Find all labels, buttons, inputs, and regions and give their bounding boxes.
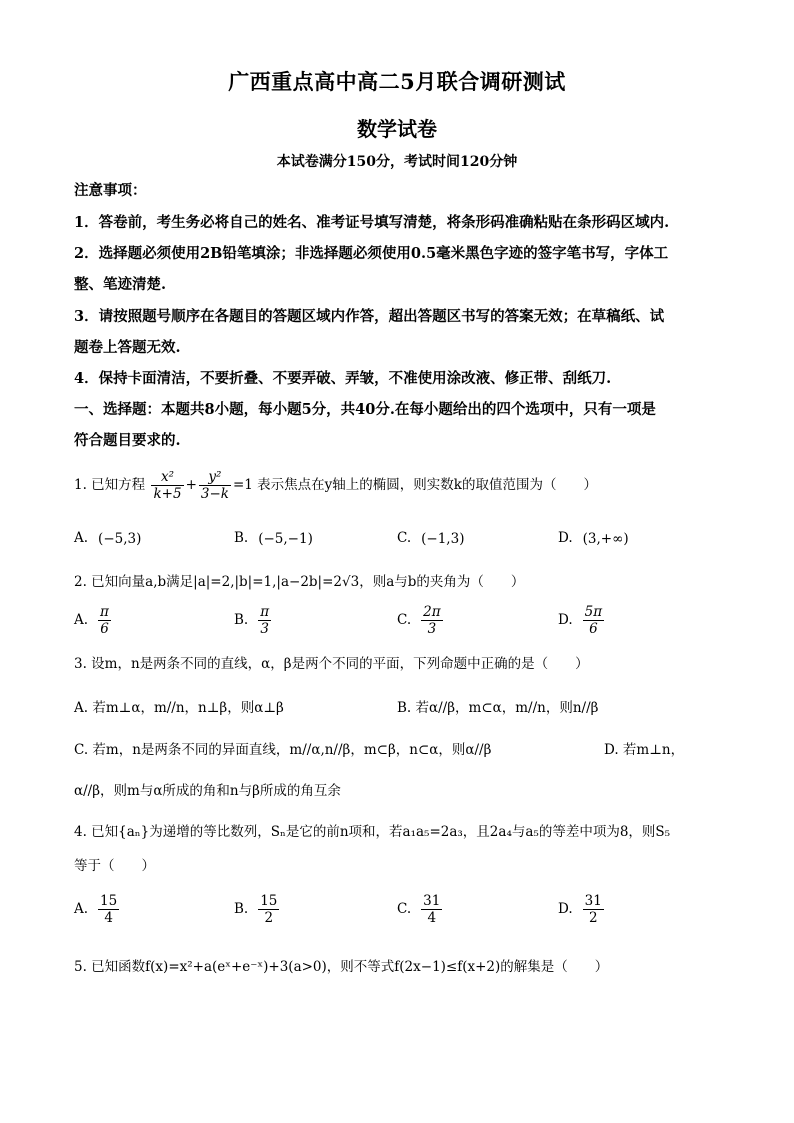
note-2-line1: 2．选择题必须使用2B铅笔填涂；非选择题必须使用0.5毫米黑色字迹的签字笔书写，字体工 [74, 245, 669, 262]
q3-option-d[interactable]: D. 若m⊥n， [604, 742, 685, 758]
q4-option-c[interactable]: C. $\frac{31}{4}$ [397, 893, 441, 926]
q2-option-b[interactable]: B. $\frac{\pi}{3}$ [234, 604, 270, 637]
q4-option-a[interactable]: A. $\frac{15}{4}$ [74, 893, 118, 926]
q3-option-c[interactable]: C. 若m，n是两条不同的异面直线，m//α,n//β，m⊂β，n⊂α，则α//β [74, 742, 492, 758]
q4-option-d[interactable]: D. $\frac{31}{2}$ [558, 893, 602, 926]
q2-option-c[interactable]: C. $\frac{2\pi}{3}$ [397, 604, 441, 637]
q1-suffix: 表示焦点在y轴上的椭圆，则实数k的取值范围为（ ） [257, 477, 597, 493]
q2-option-d[interactable]: D. $\frac{5\pi}{6}$ [558, 604, 603, 637]
q1-option-b[interactable]: B. (−5,−1) [234, 530, 313, 547]
question-3: 3. 设m，n是两条不同的直线，α，β是两个不同的平面，下列命题中正确的是（ ） [74, 656, 589, 672]
q1-option-d[interactable]: D. (3,+∞) [558, 530, 629, 547]
section-1-heading: 一、选择题：本题共8小题，每小题5分，共40分.在每小题给出的四个选项中，只有一项是 [74, 401, 656, 418]
note-1: 1．答卷前，考生务必将自己的姓名、准考证号填写清楚，将条形码准确粘贴在条形码区域内. [74, 214, 670, 231]
exam-title: 广西重点高中高二5月联合调研测试 [228, 69, 566, 94]
q3-option-b[interactable]: B. 若α//β，m⊂α，m//n，则n//β [397, 700, 599, 716]
q1-prefix: 1. 已知方程 [74, 477, 146, 493]
question-4-cont: 等于（ ） [74, 858, 155, 874]
question-4: 4. 已知{aₙ}为递增的等比数列，Sₙ是它的前n项和，若a₁a₅=2a₃，且2a₄与a₅的等差中项为8，则S₅ [74, 824, 671, 840]
section-1-heading-cont: 符合题目要求的. [74, 432, 181, 449]
q1-option-c[interactable]: C. (−1,3) [397, 530, 465, 547]
q1-option-a[interactable]: A. (−5,3) [74, 530, 142, 547]
question-1: 1. 已知方程 $\frac{\text{x²}}{k+5}$ + $\frac{\text{y²}}{3-k}$ =1 表示焦点在y轴上的椭圆，则实数k的取值范围为（ ） [74, 469, 597, 502]
q3-option-d-cont: α//β，则m与α所成的角和n与β所成的角互余 [74, 783, 341, 799]
note-4: 4．保持卡面清洁，不要折叠、不要弄破、弄皱，不准使用涂改液、修正带、刮纸刀. [74, 370, 612, 387]
q2-option-a[interactable]: A. $\frac{\pi}{6}$ [74, 604, 109, 637]
q4-option-b[interactable]: B. $\frac{15}{2}$ [234, 893, 278, 926]
note-3-line2: 题卷上答题无效. [74, 339, 181, 356]
subject-title: 数学试卷 [357, 117, 437, 141]
q3-option-a[interactable]: A. 若m⊥α，m//n，n⊥β，则α⊥β [74, 700, 284, 716]
exam-info: 本试卷满分150分，考试时间120分钟 [276, 154, 518, 170]
question-2: 2. 已知向量a,b满足|a|=2,|b|=1,|a−2b|=2√3，则a与b的夹角为（ ） [74, 574, 525, 590]
note-3-line1: 3．请按照题号顺序在各题目的答题区域内作答，超出答题区书写的答案无效；在草稿纸、试 [74, 308, 665, 325]
question-5: 5. 已知函数f(x)=x²+a(eˣ+e⁻ˣ)+3(a>0)，则不等式f(2x−1)≤f(x+2)的解集是（ ） [74, 959, 609, 975]
q1-fraction-y: $\frac{\text{y²}}{3-k}$ [200, 469, 229, 502]
notes-heading: 注意事项： [74, 182, 147, 199]
note-2-line2: 整、笔迹清楚. [74, 276, 167, 293]
q1-fraction-x: $\frac{\text{x²}}{k+5}$ [153, 469, 182, 502]
